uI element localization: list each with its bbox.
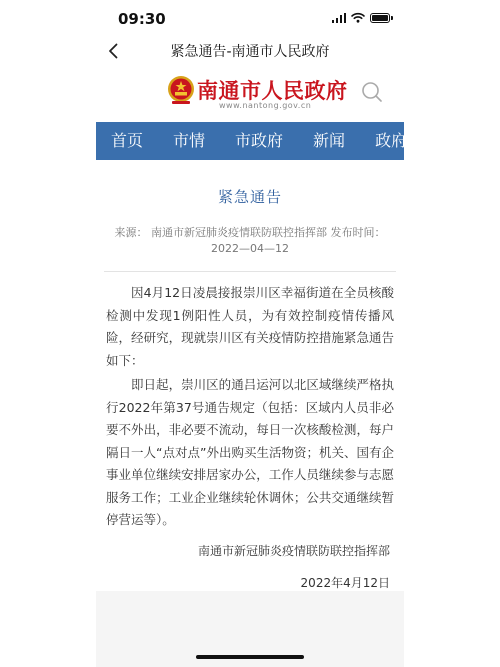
status-bar <box>0 0 500 34</box>
site-name: 南通市人民政府 <box>197 79 348 103</box>
site-header <box>96 66 404 122</box>
paragraph: 即日起，崇川区的通吕运河以北区域继续严格执行2022年第37号通告规定（包括：区域内人员非必要不外出，非必要不流动，每日一次核酸检测，每户隔日一人“点对点”外出购买生活物资；机关、国有企事业单位继续安排居家办公，工作人员继续参与志愿服务工作；工业企业继续轮休调休；公共交通继续暂停营运等）。 <box>106 377 394 527</box>
article <box>96 160 404 594</box>
article-source: 来源： 南通市新冠肺炎疫情联防联控指挥部 发布时间： <box>114 226 386 239</box>
home-indicator[interactable] <box>196 655 304 659</box>
divider <box>104 271 396 272</box>
web-content[interactable] <box>96 66 424 591</box>
menu-item-gov-info[interactable]: 政府信 <box>375 131 424 150</box>
site-url: www.nantong.gov.cn <box>219 101 312 110</box>
paragraph: 因4月12日凌晨接报崇川区幸福街道在全员核酸检测中发现1例阳性人员，为有效控制疫情传播风险，经研究，现就崇川区有关疫情防控措施紧急通告如下： <box>106 285 394 368</box>
nav-title: 紧急通告-南通市人民政府 <box>170 44 330 60</box>
main-menu <box>96 122 424 160</box>
menu-item-city-info[interactable]: 市情 <box>173 131 206 150</box>
signal-icon <box>332 13 347 23</box>
status-time: 09:30 <box>118 10 166 28</box>
issue-date: 2022年4月12日 <box>300 575 390 590</box>
article-title: 紧急通告 <box>217 188 282 206</box>
wifi-icon <box>351 12 365 23</box>
menu-item-news[interactable]: 新闻 <box>313 131 346 150</box>
article-meta <box>96 225 404 257</box>
issuer-signature: 南通市新冠肺炎疫情联防联控指挥部 <box>197 543 390 558</box>
search-icon[interactable] <box>360 80 384 104</box>
article-publish-date: 2022—04—12 <box>211 242 289 255</box>
menu-item-government[interactable]: 市政府 <box>235 131 284 150</box>
menu-item-home[interactable]: 首页 <box>111 131 144 150</box>
article-body <box>96 282 404 594</box>
nav-bar <box>96 34 404 66</box>
battery-icon <box>370 13 390 23</box>
status-icons <box>332 12 391 23</box>
national-emblem-icon <box>166 74 196 106</box>
